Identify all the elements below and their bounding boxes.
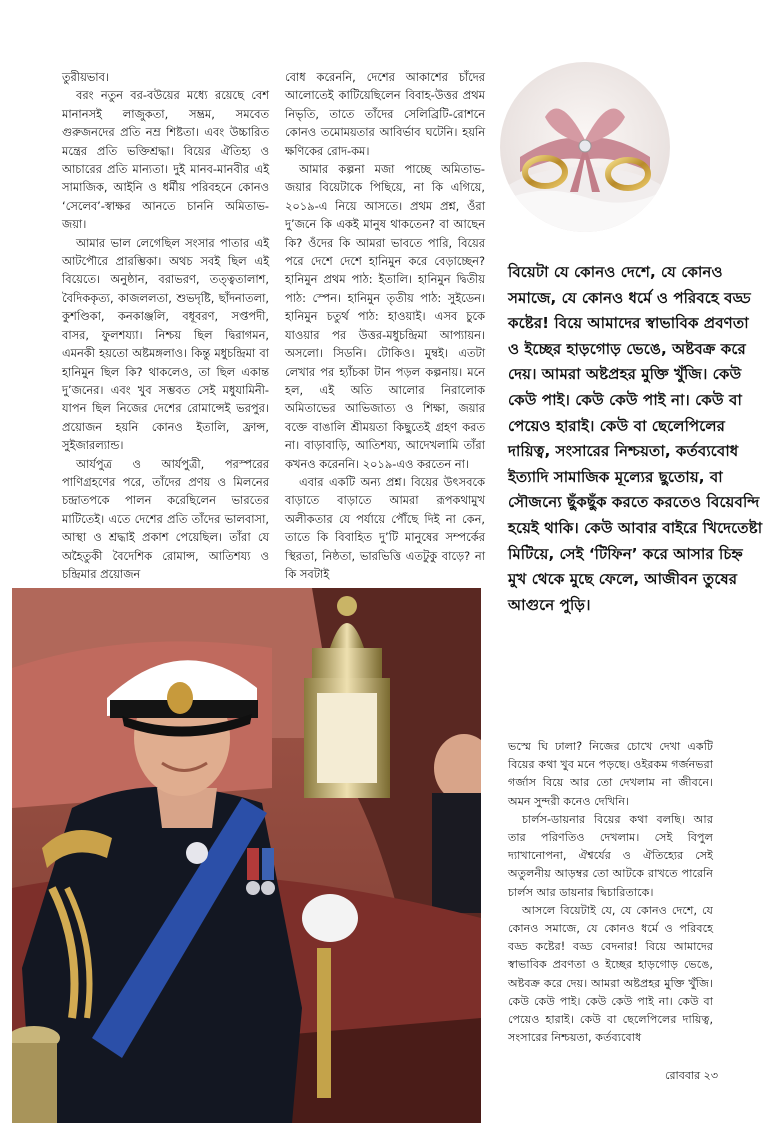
paragraph: আমার কল্পনা মজা পাচ্ছে অমিতাভ-জয়ার বিয়েটাকে পিছিয়ে, না কি এগিয়ে, ২০১৯-এ নিয়ে আসতে। প্রথম প্রশ্ন, ওঁরা দু’জনে কি একই মানুষ থাকতেন? বা আছেন কি? ওঁদের কি আমরা ভাবতে পারি, বিয়ের পরে দেশে দেশে হানিমুন করে বেড়াচ্ছেন? হানিমুন প্রথম পাঠ: ইতালি। হানিমুন দ্বিতীয় পাঠ: স্পেন। হানিমুন তৃতীয় পাঠ: সুইডেন। হানিমুন চতুর্থ পাঠ: হাওয়াই। এসব চুকে যাওয়ার পর উত্তর-মধুচন্দ্রিমা আপ্যায়ন। অসলো। সিডনি। টোকিও। মুম্বই। এতটা লেখার পর হ্যাঁচকা টান পড়ল কল্পনায়। মনে হল, এই অতি আলোর নিরালোক অমিতাভের আভিজাত্য ও শিক্ষা, জয়ার বক্তে বাঙালি শ্রীময়তা কিছুতেই গ্রহণ করত না। বাড়াবাড়ি, আতিশয্য, আদেখলামি তাঁরা কখনও করেননি। ২০১৯-এও করতেন না।: [285, 162, 485, 471]
article-column-3: [508, 738, 713, 1047]
page-number: রোববার ২৩: [665, 1069, 718, 1082]
paragraph: এবার একটি অন্য প্রশ্ন। বিয়ের উৎসবকে বাড়াতে বাড়াতে আমরা রূপকথামুখ অলীকতার যে পর্যায়ে পৌঁছে দিই না কেন, তাতে কি বিবাহিত দু’টি মানুষের সম্পর্কের স্থিরতা, নিষ্ঠতা, ভারভিত্তি এতটুকু বাড়ে? না কি সবটাই: [285, 474, 485, 581]
paragraph: তুরীয়ভাব।: [62, 70, 109, 84]
paragraph: বোধ করেননি, দেশের আকাশের চাঁদের আলোতেই কাটিয়েছিলেন বিবাহ-উত্তর প্রথম নিভৃতি, তাতে তাঁদের সেলিব্রিটি-রোশনে কোনও তমোময়তার আবির্ভাব ঘটেনি। হয়নি ক্ষণিকের রোদ-কম।: [285, 70, 485, 158]
wedding-carriage-photo: [12, 588, 481, 1123]
paragraph: আসলে বিয়েটাই যে, যে কোনও দেশে, যে কোনও সমাজে, যে কোনও ধর্মে ও পরিবহে বড্ড কষ্টের! বড্ড বেদনার! বিয়ে আমাদের স্বাভাবিক প্রবণতা ও ইচ্ছের হাড়গোড় ভেঙে, অষ্টবক্র করে দেয়। আমরা অষ্টপ্রহর মুক্তি খুঁজি। কেউ কেউ পাই। কেউ কেউ পাই না। কেউ বা পেয়েও হারাই। কেউ বা ছেলেপিলের দায়িত্ব, সংসারের নিশ্চয়তা, কর্তব্যবোধ: [508, 903, 713, 1045]
wedding-rings-photo: [500, 62, 670, 232]
paragraph: আমার ভাল লেগেছিল সংসার পাতার এই আটপৌরে প্রারম্ভিকা। অথচ সবই ছিল এই বিয়েতে। অনুষ্ঠান, বরাভরণ, তত্ত্বতালাশ, বৈদিককৃত্য, কাজললতা, শুভদৃষ্টি, ছাঁদনাতলা, কুশণ্ডিকা, কনকাঞ্জলি, বধূবরণ, সপ্তপদী, বাসর, ফুলশয্যা। নিশ্চয় ছিল দ্বিরাগমন, এমনকী হয়তো অষ্টমঙ্গলাও। কিন্তু মধুচন্দ্রিমা বা হানিমুন ছিল কি? থাকলেও, তা ছিল একান্ত দু’জনের। এবং খুব সম্ভবত সেই মধুযামিনী-যাপন ছিল নিজের দেশের রোমান্সেই ভরপুর। প্রয়োজন হয়নি কোনও ইতালি, ফ্রান্স, সুইজারল্যান্ড।: [62, 235, 269, 453]
pull-quote: বিয়েটা যে কোনও দেশে, যে কোনও সমাজে, যে কোনও ধর্মে ও পরিবহে বড্ড কষ্টের! বিয়ে আমাদের স্বাভাবিক প্রবণতা ও ইচ্ছের হাড়গোড় ভেঙে, অষ্টবক্র করে দেয়। আমরা অষ্টপ্রহর মুক্তি খুঁজি। কেউ কেউ পাই। কেউ কেউ পাই না। কেউ বা পেয়েও হারাই। কেউ বা ছেলেপিলের দায়িত্ব, সংসারের নিশ্চয়তা, কর্তব্যবোধ ইত্যাদি সামাজিক মূল্যের ছুতোয়, বা সৌজন্যে ছুঁকছুঁক করতে করতেও বিয়েবন্দি হয়েই থাকি। কেউ আবার বাইরে খিদেতেষ্টা মিটিয়ে, সেই ‘টিফিন’ করে আসার চিহ্ন মুখ থেকে মুছে ফেলে, আজীবন তুষের আগুনে পুড়ি।: [508, 263, 763, 614]
paragraph: চার্লস-ডায়নার বিয়ের কথা বলছি। আর তার পরিণতিও দেখলাম। সেই বিপুল দ্যাখানোপনা, ঐশ্বর্যের ও ঐতিহ্যের সেই অতুলনীয় আড়ম্বর তো আটকে রাখতে পারেনি চার্লস আর ডায়নার দ্বিচারিতাকে।: [508, 812, 713, 899]
paragraph: আর্যপুত্র ও আর্যপুত্রী, পরস্পরের পাণিগ্রহণের পরে, তাঁদের প্রণয় ও মিলনের চন্দ্রাতপকে পালন করেছিলেন ভারতের মাটিতেই। এতে দেশের প্রতি তাঁদের ভালবাসা, আস্থা ও শ্রদ্ধাই প্রকাশ পেয়েছিল। তাঁরা যে অহৈতুকী বৈদেশিক রোমান্স, আতিশয্য ও চন্দ্রিমার প্রয়োজন: [62, 456, 269, 581]
paragraph: বরং নতুন বর-বউয়ের মধ্যে রয়েছে বেশ মানানসই লাজুকতা, সম্ভ্রম, সমবেত গুরুজনদের প্রতি নম্র শিষ্টতা। এবং উচ্চারিত মন্ত্রের প্রতি ভক্তিশ্রদ্ধা। বিয়ের ঐতিহ্য ও আচারের প্রতি মান্যতা। দুই মানব-মানবীর এই সামাজিক, আইনি ও ধর্মীয় পরিবহনে কোনও ‘সেলেব’-স্বাক্ষর আনতে চাননি অমিতাভ-জয়া।: [62, 88, 269, 232]
wedding-rings-illustration: [500, 62, 670, 232]
prince-in-uniform-illustration: [12, 588, 481, 1123]
article-column-2: [285, 68, 485, 583]
paragraph: ভস্মে ঘি ঢালা? নিজের চোখে দেখা একটি বিয়ের কথা খুব মনে পড়ছে। ওইরকম গর্জনভরা গর্জাস বিয়ে আর তো দেখলাম না জীবনে। অমন সুন্দরী কনেও দেখিনি।: [508, 740, 713, 808]
article-column-1: [62, 68, 269, 583]
